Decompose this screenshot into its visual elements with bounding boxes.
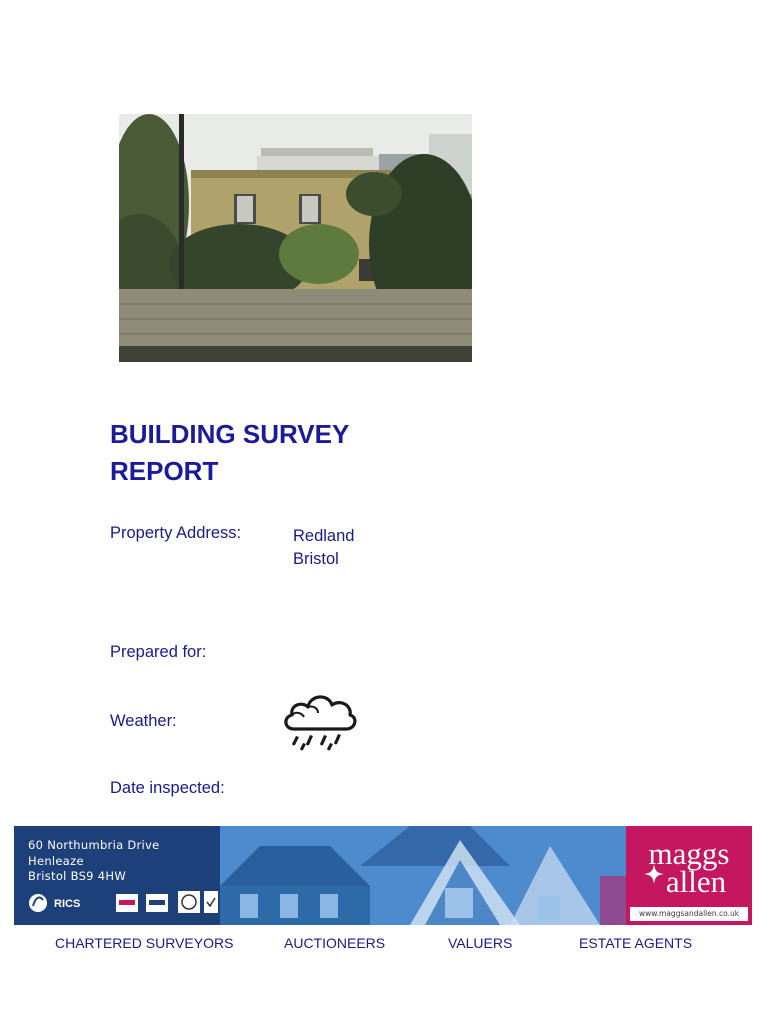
office-address-line-2: Henleaze (28, 853, 84, 868)
report-title (110, 416, 349, 490)
maggs-allen-logo (626, 826, 752, 925)
website-url[interactable]: www.maggsandallen.co.uk (630, 907, 748, 921)
company-banner (14, 826, 752, 925)
report-title-line-1: BUILDING SURVEY (110, 419, 350, 449)
office-address-line-1: 60 Northumbria Drive (28, 838, 160, 852)
services-footer (0, 935, 770, 955)
property-photo (119, 114, 472, 362)
service-valuers: VALUERS (448, 935, 513, 951)
property-address-line-1: Redland (293, 527, 355, 545)
date-inspected-label: Date inspected: (110, 779, 225, 797)
brand-word-maggs: maggs (648, 836, 730, 871)
banner-address-panel (14, 826, 220, 925)
star-cross-icon (644, 864, 664, 884)
brand-word-allen: allen (665, 864, 727, 899)
service-auctioneers: AUCTIONEERS (284, 935, 386, 951)
rain-cloud-icon (280, 689, 358, 751)
office-address (28, 838, 160, 885)
rics-logo-text: RICS (54, 898, 81, 910)
property-address-label: Property Address: (110, 524, 242, 542)
prepared-for-label: Prepared for: (110, 643, 207, 661)
weather-label: Weather: (110, 712, 177, 730)
property-address-value (293, 525, 354, 571)
banner-house-illustration (220, 826, 626, 925)
report-title-line-2: REPORT (110, 456, 219, 486)
service-estate-agents: ESTATE AGENTS (579, 935, 693, 951)
service-chartered-surveyors: CHARTERED SURVEYORS (55, 935, 234, 951)
property-address-line-2: Bristol (293, 550, 339, 568)
office-address-line-3: Bristol BS9 4HW (28, 869, 126, 883)
